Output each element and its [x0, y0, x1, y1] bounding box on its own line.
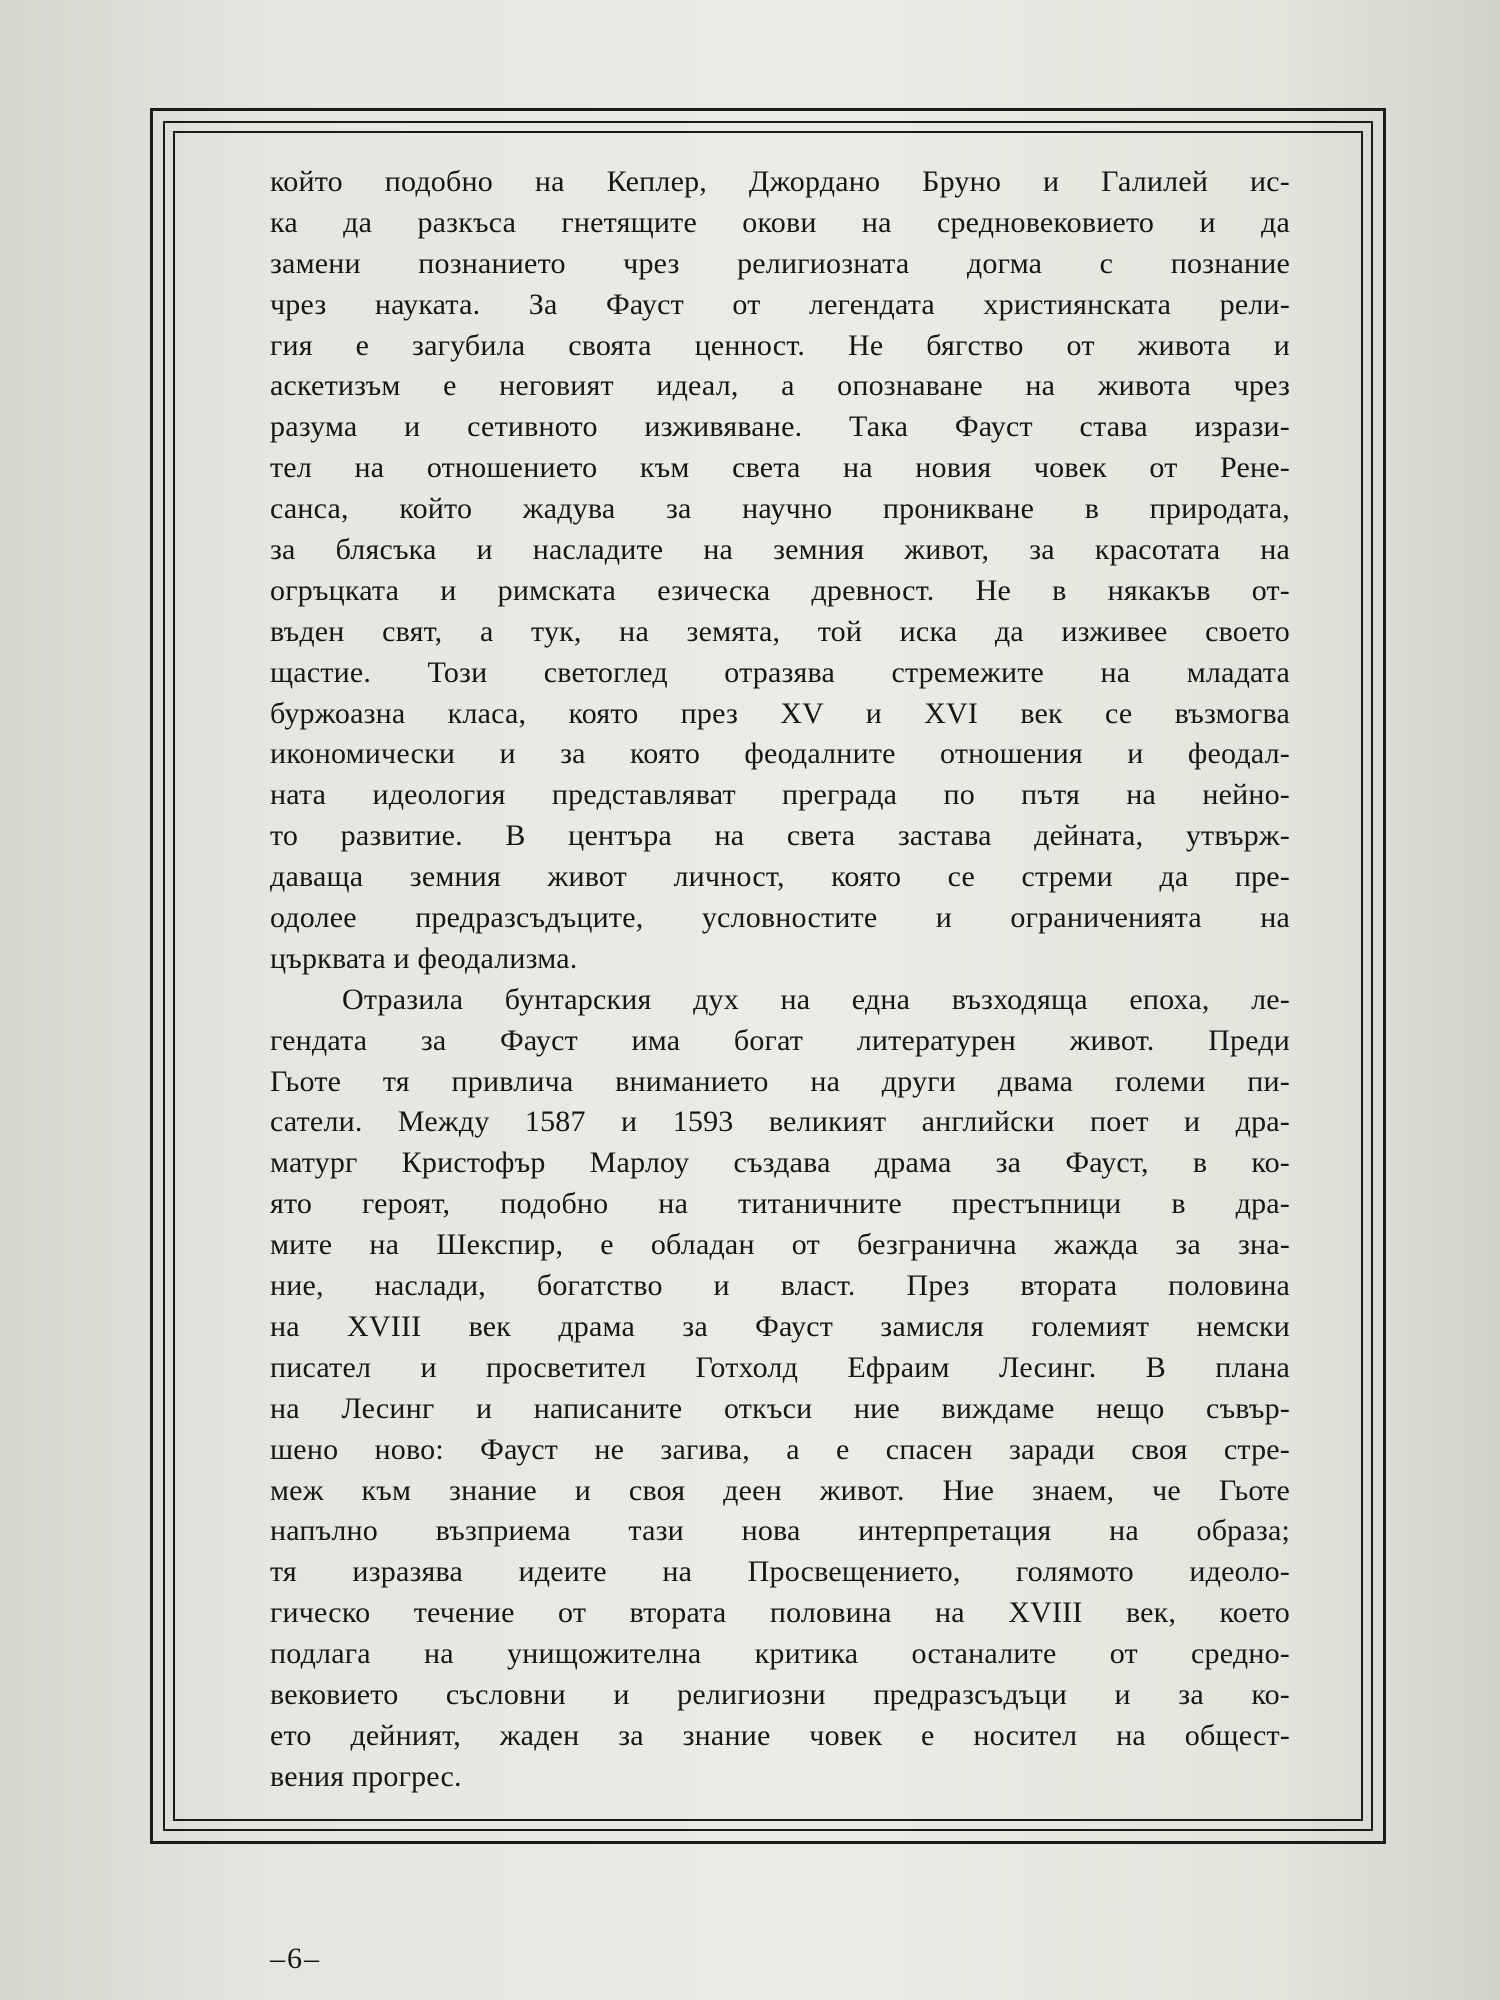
text-line: гия е загубила своята ценност. Не бягство от живота и [270, 328, 1290, 362]
text-line: за блясъка и насладите на земния живот, за красотата на [270, 533, 1290, 567]
text-line: санса, който жадува за научно проникване в природата, [270, 492, 1290, 526]
text-line: ято героят, подобно на титаничните престъпници в дра- [270, 1187, 1290, 1221]
text-line: чрез науката. За Фауст от легендата християнската рели- [270, 287, 1290, 321]
text-line: сатели. Между 1587 и 1593 великият английски поет и дра- [270, 1105, 1290, 1139]
text-line: щастие. Този светоглед отразява стремежите на младата [270, 655, 1290, 689]
text-line: който подобно на Кеплер, Джордано Бруно и Галилей ис- [270, 165, 1290, 198]
text-line: вения прогрес. [270, 1759, 462, 1793]
text-line: напълно възприема тази нова интерпретация на образа; [270, 1514, 1290, 1548]
text-line: Отразила бунтарския дух на една възходяща епоха, ле- [342, 982, 1290, 1016]
text-line: на Лесинг и написаните откъси ние виждаме нещо съвър- [270, 1391, 1290, 1425]
paragraph-1 [270, 162, 1290, 980]
text-line: то развитие. В центъра на света застава дейната, утвърж- [270, 819, 1290, 853]
text-line: матург Кристофър Марлоу създава драма за Фауст, в ко- [270, 1146, 1290, 1180]
text-line: ето дейният, жаден за знание човек е носител на общест- [270, 1718, 1290, 1752]
text-line: ние, наслади, богатство и власт. През втората половина [270, 1269, 1290, 1303]
text-line: тя изразява идеите на Просвещението, голямото идеоло- [270, 1555, 1290, 1589]
text-line: буржоазна класа, която през XV и XVI век се възмогва [270, 696, 1290, 730]
text-line: ната идеология представляват преграда по пътя на нейно- [270, 778, 1290, 812]
text-line: църквата и феодализма. [270, 941, 578, 975]
text-line: гендата за Фауст има богат литературен живот. Преди [270, 1023, 1290, 1057]
body-text [270, 162, 1290, 1822]
text-line: ка да разкъса гнетящите окови на средновековието и да [270, 205, 1290, 239]
text-line: Гьоте тя привлича вниманието на други двама големи пи- [270, 1064, 1290, 1098]
text-line: разума и сетивното изживяване. Така Фауст става изрази- [270, 410, 1290, 444]
text-line: писател и просветител Готхолд Ефраим Лесинг. В плана [270, 1350, 1290, 1384]
text-line: гическо течение от втората половина на XVIII век, което [270, 1596, 1290, 1630]
text-line: огръцката и римската езическа древност. Не в някакъв от- [270, 573, 1290, 607]
text-line: подлага на унищожителна критика останалите от средно- [270, 1637, 1290, 1671]
page-number: –6– [270, 1942, 321, 1975]
text-line: меж към знание и своя деен живот. Ние знаем, че Гьоте [270, 1473, 1290, 1507]
text-line: одолее предразсъдъците, условностите и ограниченията на [270, 901, 1290, 935]
text-line: икономически и за която феодалните отношения и феодал- [270, 737, 1290, 771]
text-line: аскетизъм е неговият идеал, а опознаване на живота чрез [270, 369, 1290, 403]
text-line: мите на Шекспир, е обладан от безгранична жажда за зна- [270, 1228, 1290, 1262]
text-line: шено ново: Фауст не загива, а е спасен заради своя стре- [270, 1432, 1290, 1466]
text-line: даваща земния живот личност, която се стреми да пре- [270, 860, 1290, 894]
text-line: замени познанието чрез религиозната догма с познание [270, 246, 1290, 280]
text-line: въден свят, а тук, на земята, той иска да изживее своето [270, 614, 1290, 648]
text-line: на XVIII век драма за Фауст замисля големият немски [270, 1309, 1290, 1343]
paragraph-2 [270, 980, 1290, 1798]
text-line: вековието съсловни и религиозни предразсъдъци и за ко- [270, 1677, 1290, 1711]
text-line: тел на отношението към света на новия човек от Ренe- [270, 451, 1290, 485]
